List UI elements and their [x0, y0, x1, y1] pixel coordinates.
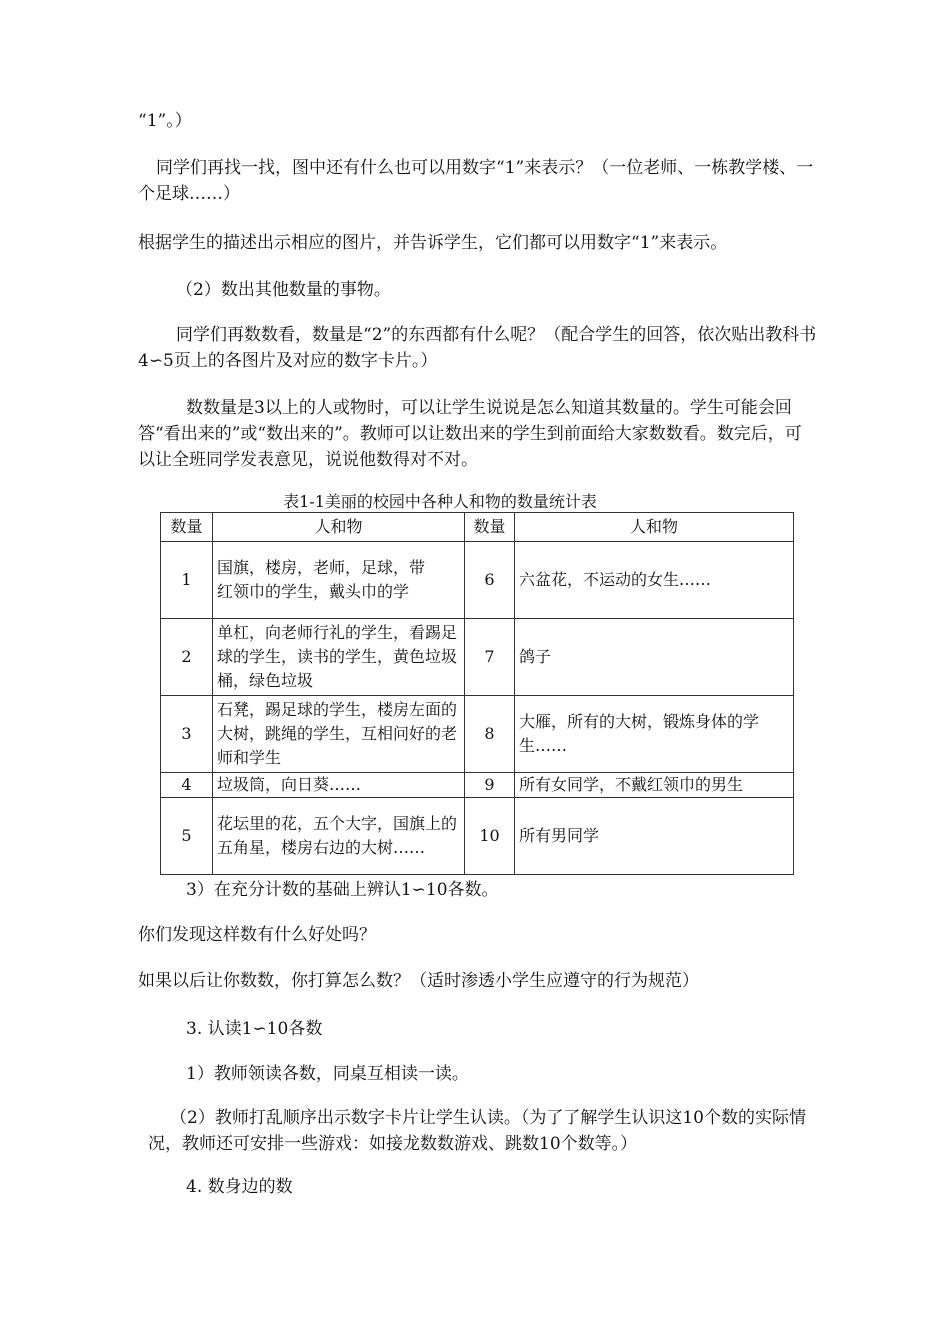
cell-items: 大雁，所有的大树，锻炼身体的学生……: [515, 696, 794, 773]
cell-quantity: 6: [465, 542, 515, 619]
table-row: [161, 696, 794, 773]
paragraph-shuffle-cards: （2）教师打乱顺序出示数字卡片让学生认读。（为了了解学生认识这10个数的实际情况，教师还可安排一些游戏：如接龙数数游戏、跳数10个数等。）: [148, 1108, 806, 1154]
cell-quantity: 1: [161, 542, 213, 619]
paragraph-find-one: 同学们再找一找，图中还有什么也可以用数字“1”来表示？（一位老师、一栋教学楼、一个足球……）: [138, 158, 814, 204]
section-heading-read-numbers: 3. 认读1∽10各数: [186, 1019, 323, 1039]
cell-quantity: 8: [465, 696, 515, 773]
table-row: [161, 798, 794, 875]
cell-quantity: 7: [465, 619, 515, 696]
cell-items: 所有男同学: [515, 798, 794, 875]
cell-items-text: 所有女同学，不戴红领巾的男生: [519, 775, 744, 794]
paragraph-count-two: 同学们再数数看，数量是“2”的东西都有什么呢？（配合学生的回答，依次贴出教科书4∽5页上的各图片及对应的数字卡片。）: [138, 325, 817, 371]
header-quantity: 数量: [465, 513, 515, 542]
paragraph-count-others: （2）数出其他数量的事物。: [176, 280, 391, 300]
paragraph-teacher-reads: 1）教师领读各数，同桌互相读一读。: [186, 1064, 469, 1084]
header-items: 人和物: [213, 513, 465, 542]
table-row: [161, 773, 794, 798]
cell-items: 六盆花，不运动的女生……: [515, 542, 794, 619]
table-caption: 表1-1美丽的校园中各种人和物的数量统计表: [283, 492, 597, 511]
cell-items: 单杠，向老师行礼的学生，看踢足球的学生，读书的学生，黄色垃圾桶，绿色垃圾: [213, 619, 465, 696]
cell-items: 鸽子: [515, 619, 794, 696]
cell-items: [515, 773, 794, 798]
paragraph-identify-numbers: 3）在充分计数的基础上辨认1∽10各数。: [186, 880, 499, 900]
section-heading-count-around: 4. 数身边的数: [186, 1177, 293, 1197]
cell-quantity: 10: [465, 798, 515, 875]
header-quantity: 数量: [161, 513, 213, 542]
header-items: 人和物: [515, 513, 794, 542]
paragraph-how-to-count: 如果以后让你数数，你打算怎么数？（适时渗透小学生应遵守的行为规范）: [138, 971, 699, 991]
cell-quantity: 9: [465, 773, 515, 798]
cell-items: 石凳，踢足球的学生，楼房左面的大树，跳绳的学生，互相问好的老师和学生: [213, 696, 465, 773]
paragraph-benefit-question: 你们发现这样数有什么好处吗？: [138, 925, 376, 945]
paragraph-show-pictures: 根据学生的描述出示相应的图片，并告诉学生，它们都可以用数字“1”来表示。: [138, 233, 728, 253]
table-row: [161, 619, 794, 696]
cell-items: 国旗，楼房，老师，足球，带 红领巾的学生，戴头巾的学: [213, 542, 465, 619]
cell-quantity: 3: [161, 696, 213, 773]
cell-quantity: 4: [161, 773, 213, 798]
cell-quantity: 5: [161, 798, 213, 875]
cell-items: 垃圾筒，向日葵……: [213, 773, 465, 798]
cell-quantity: 2: [161, 619, 213, 696]
quantity-table: [160, 512, 794, 875]
paragraph-continuation: “1”。）: [138, 111, 192, 131]
cell-items: 花坛里的花，五个大字，国旗上的五角星，楼房右边的大树……: [213, 798, 465, 875]
paragraph-count-more: 数数量是3以上的人或物时，可以让学生说说是怎么知道其数量的。学生可能会回答“看出来的”或“数出来的”。教师可以让数出来的学生到前面给大家数数看。数完后，可以让全班同学发表意见，说说他数得对不对。: [138, 398, 802, 470]
table-row: [161, 542, 794, 619]
table-header-row: [161, 513, 794, 542]
